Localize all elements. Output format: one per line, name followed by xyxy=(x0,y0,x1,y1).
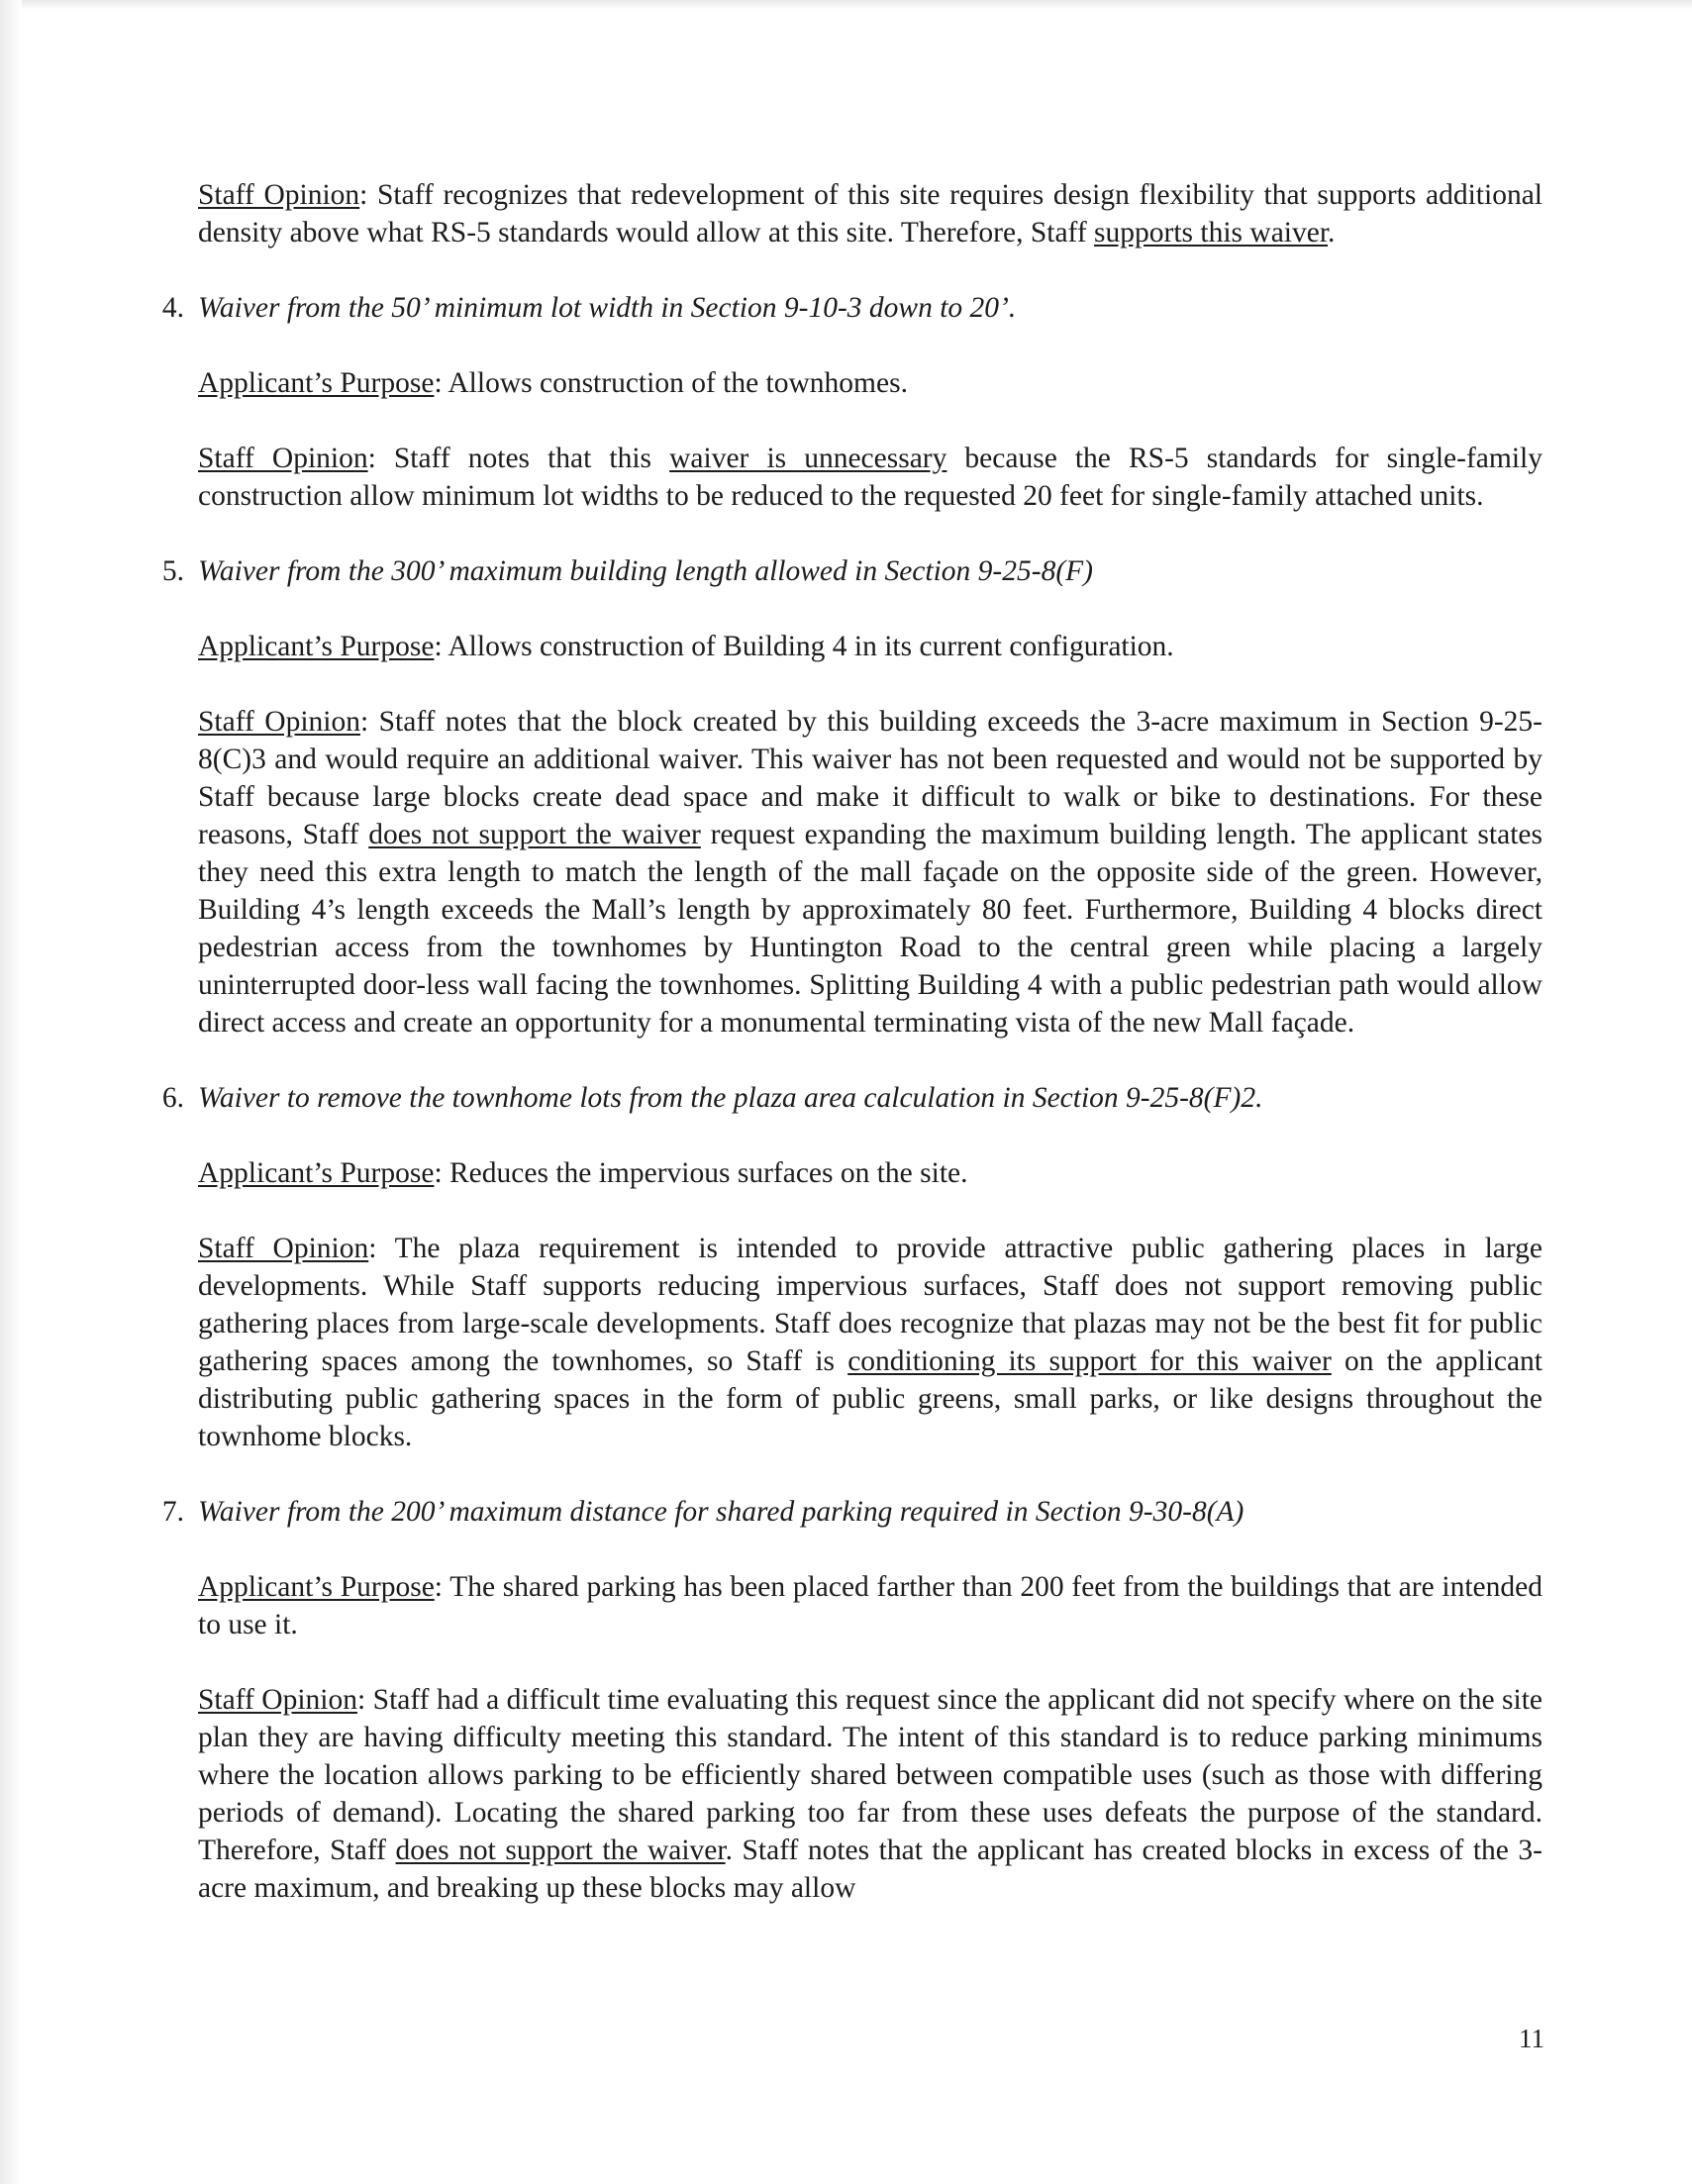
staff-opinion: Staff Opinion: Staff notes that the block created by this building exceeds the 3-acre maximum in Section 9-25-8(C)3 and would require an additional waiver. This waiver has not been requested and would not be supported by Staff because large blocks create dead space and make it difficult to walk or bike to destinations. For these reasons, Staff does not support the waiver request expanding the maximum building length. The applicant states they need this extra length to match the length of the mall façade on the opposite side of the green. However, Building 4’s length exceeds the Mall’s length by approximately 80 feet. Furthermore, Building 4 blocks direct pedestrian access from the townhomes by Huntington Road to the central green while placing a largely uninterrupted door-less wall facing the townhomes. Splitting Building 4 with a public pedestrian path would allow direct access and create an opportunity for a monumental terminating vista of the new Mall façade. xyxy=(198,706,1543,1039)
applicant-purpose-text: : The shared parking has been placed farther than 200 feet from the buildings that are intended to use it. xyxy=(198,1571,1543,1640)
waiver-title: Waiver from the 200’ maximum distance for shared parking required in Section 9-30-8(A) xyxy=(198,1496,1244,1528)
waiver-item-7 xyxy=(161,1493,1543,1531)
staff-opinion-label: Staff Opinion xyxy=(198,443,368,474)
staff-opinion-underlined: does not support the waiver xyxy=(395,1835,726,1866)
item-number: 7. xyxy=(161,1496,184,1528)
staff-opinion-underlined: does not support the waiver xyxy=(368,819,701,850)
applicant-purpose-label: Applicant’s Purpose xyxy=(198,1571,435,1603)
applicant-purpose-label: Applicant’s Purpose xyxy=(198,367,435,399)
item-number: 4. xyxy=(161,292,184,324)
item-number: 5. xyxy=(161,555,184,587)
scan-edge-left xyxy=(0,0,22,2184)
applicant-purpose-label: Applicant’s Purpose xyxy=(198,631,435,662)
staff-opinion-label: Staff Opinion xyxy=(198,706,360,738)
applicant-purpose xyxy=(198,1568,1543,1643)
waiver-item-6 xyxy=(161,1079,1543,1117)
applicant-purpose-text: : Reduces the impervious surfaces on the site. xyxy=(434,1157,968,1189)
waiver-title: Waiver from the 50’ minimum lot width in Section 9-10-3 down to 20’. xyxy=(198,292,1017,324)
item-number: 6. xyxy=(161,1082,184,1114)
applicant-purpose-text: : Allows construction of the townhomes. xyxy=(434,367,908,399)
waiver-item-5 xyxy=(161,552,1543,590)
staff-opinion-underlined: conditioning its support for this waiver xyxy=(847,1345,1332,1377)
applicant-purpose-text: : Allows construction of Building 4 in its current configuration. xyxy=(434,631,1174,662)
scan-edge-top xyxy=(0,0,1692,10)
staff-opinion-underlined: supports this waiver xyxy=(1094,217,1329,248)
applicant-purpose-label: Applicant’s Purpose xyxy=(198,1157,435,1189)
waiver-item-4 xyxy=(161,289,1543,327)
applicant-purpose xyxy=(198,364,1543,402)
document-body xyxy=(161,176,1543,1907)
staff-opinion: Staff Opinion: The plaza requirement is intended to provide attractive public gathering places in large developments. While Staff supports reducing impervious surfaces, Staff does not support removing public gathering places from large-scale developments. Staff does recognize that plazas may not be the best fit for public gathering spaces among the townhomes, so Staff is conditioning its support for this waiver on the applicant distributing public gathering spaces in the form of public greens, small parks, or like designs throughout the townhome blocks. xyxy=(198,1233,1543,1452)
staff-opinion-label: Staff Opinion xyxy=(198,1233,369,1264)
applicant-purpose xyxy=(198,1154,1543,1192)
staff-opinion-text: Staff recognizes that redevelopment of this site requires design flexibility that supports additional density above what RS-5 standards would allow at this site. Therefore, Staff xyxy=(198,179,1543,248)
staff-opinion: Staff Opinion: Staff notes that this waiver is unnecessary because the RS-5 standards for single-family construction allow minimum lot widths to be reduced to the requested 20 feet for single-family attached units. xyxy=(198,443,1543,512)
applicant-purpose xyxy=(198,628,1543,665)
staff-opinion: Staff Opinion: Staff had a difficult time evaluating this request since the applicant did not specify where on the site plan they are having difficulty meeting this standard. The intent of this standard is to reduce parking minimums where the location allows parking to be efficiently shared between compatible uses (such as those with differing periods of demand). Locating the shared parking too far from these uses defeats the purpose of the standard. Therefore, Staff does not support the waiver. Staff notes that the applicant has created blocks in excess of the 3-acre maximum, and breaking up these blocks may allow xyxy=(198,1684,1543,1904)
staff-opinion-underlined: waiver is unnecessary xyxy=(669,443,947,474)
intro-staff-opinion: Staff Opinion: Staff recognizes that redevelopment of this site requires design flexibility that supports additional density above what RS-5 standards would allow at this site. Therefore, Staff supports this waiver. xyxy=(198,179,1543,248)
staff-opinion-label: Staff Opinion xyxy=(198,1684,357,1716)
waiver-title: Waiver to remove the townhome lots from the plaza area calculation in Section 9-25-8(F)2. xyxy=(198,1082,1263,1114)
page-number: 11 xyxy=(1519,2024,1544,2053)
staff-opinion-label: Staff Opinion xyxy=(198,179,360,211)
waiver-title: Waiver from the 300’ maximum building length allowed in Section 9-25-8(F) xyxy=(198,555,1093,587)
